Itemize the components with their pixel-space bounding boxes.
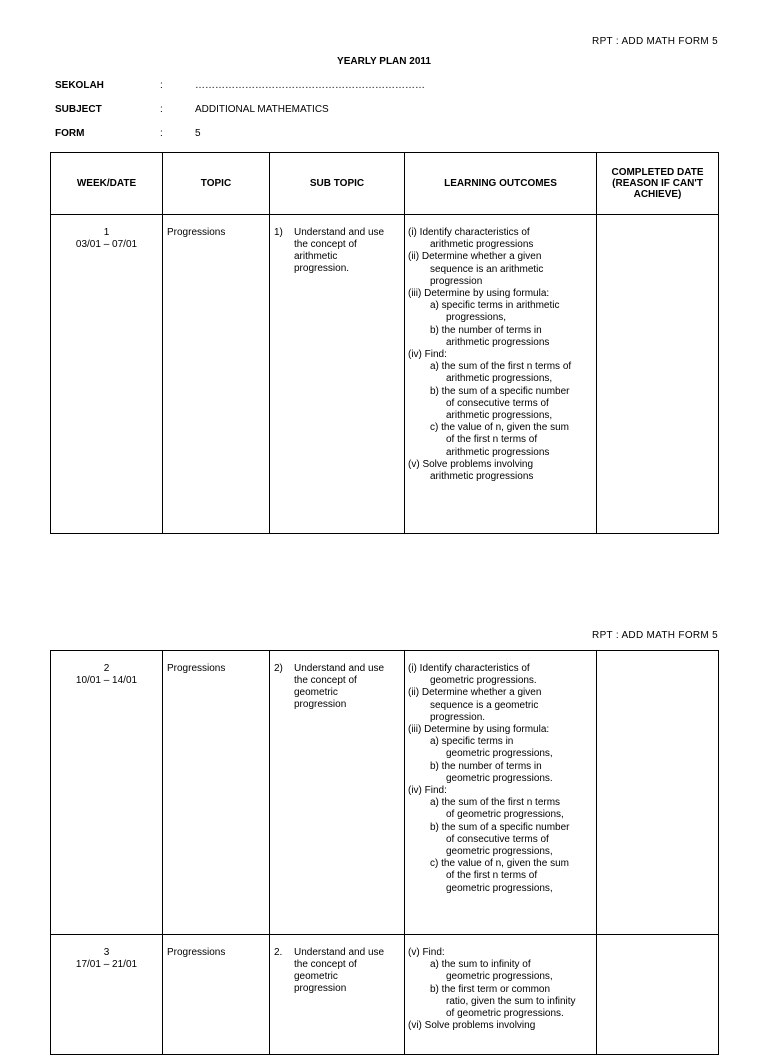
outcome-line: of geometric progressions. xyxy=(446,1008,564,1020)
meta-colon: : xyxy=(160,128,163,139)
meta-key: FORM xyxy=(55,128,85,139)
outcome-line: progression. xyxy=(430,711,486,723)
outcome-line: a) the sum of the first n terms xyxy=(430,797,561,809)
week-cell xyxy=(51,935,163,1055)
col-week: WEEK/DATE xyxy=(51,153,163,215)
page-header-right: RPT : ADD MATH FORM 5 xyxy=(592,36,718,47)
week-date: 10/01 – 14/01 xyxy=(75,675,138,686)
meta-key: SEKOLAH xyxy=(55,80,104,91)
subtopic-line: geometric xyxy=(294,687,338,698)
topic-cell: Progressions xyxy=(163,215,270,534)
topic-cell: Progressions xyxy=(163,935,270,1055)
subtopic-line: geometric xyxy=(294,971,338,982)
meta-colon: : xyxy=(160,80,163,91)
col-subtopic: SUB TOPIC xyxy=(270,153,405,215)
subtopic-number: 2) xyxy=(274,663,283,674)
outcome-line: (iv) Find: xyxy=(408,349,447,361)
outcome-line: b) the sum of a specific number xyxy=(430,821,570,833)
outcome-line: b) the first term or common xyxy=(430,983,551,995)
outcome-line: a) the sum to infinity of xyxy=(430,959,531,971)
outcome-line: a) specific terms in arithmetic xyxy=(430,300,560,312)
outcome-line: sequence is a geometric xyxy=(430,699,539,711)
outcome-line: geometric progressions. xyxy=(430,675,537,687)
table-row xyxy=(51,651,719,935)
outcome-line: sequence is an arithmetic xyxy=(430,263,544,275)
outcome-line: geometric progressions, xyxy=(446,748,553,760)
outcome-line: c) the value of n, given the sum xyxy=(430,422,569,434)
outcome-line: (i) Identify characteristics of xyxy=(408,227,530,238)
outcomes-cell xyxy=(405,215,597,534)
subtopic-line: progression. xyxy=(294,263,350,274)
outcomes-cell xyxy=(405,935,597,1055)
page-title: YEARLY PLAN 2011 xyxy=(337,56,431,67)
outcome-line: geometric progressions, xyxy=(446,846,553,858)
meta-value: ADDITIONAL MATHEMATICS xyxy=(195,104,329,115)
week-date: 17/01 – 21/01 xyxy=(75,959,138,970)
plan-table-page2 xyxy=(50,650,719,1055)
subtopic-line: progression xyxy=(294,983,347,994)
outcome-line: b) the number of terms in xyxy=(430,324,542,336)
subtopic-line: Understand and use xyxy=(294,227,385,238)
outcome-line: a) specific terms in xyxy=(430,736,514,748)
subtopic-line: the concept of xyxy=(294,239,357,250)
subtopic-line: progression xyxy=(294,699,347,710)
table-row xyxy=(51,215,719,534)
table-row xyxy=(51,935,719,1055)
subtopic-line: Understand and use xyxy=(294,947,385,958)
week-number: 2 xyxy=(103,663,110,674)
subtopic-number: 1) xyxy=(274,227,283,238)
col-completed: COMPLETED DATE (REASON IF CAN'T ACHIEVE) xyxy=(597,153,719,215)
outcome-line: of consecutive terms of xyxy=(446,833,549,845)
outcome-line: (iv) Find: xyxy=(408,785,447,797)
outcomes-cell xyxy=(405,651,597,935)
outcome-line: b) the sum of a specific number xyxy=(430,385,570,397)
outcome-line: (iii) Determine by using formula: xyxy=(408,288,550,300)
week-cell xyxy=(51,215,163,534)
plan-table-page1 xyxy=(50,152,719,534)
outcome-line: arithmetic progressions xyxy=(430,239,534,251)
outcome-line: (i) Identify characteristics of xyxy=(408,663,530,674)
page-header-right-2: RPT : ADD MATH FORM 5 xyxy=(592,630,718,641)
outcome-line: progressions, xyxy=(446,312,507,324)
topic-cell: Progressions xyxy=(163,651,270,935)
outcome-line: arithmetic progressions xyxy=(446,336,550,348)
subtopic-line: arithmetic xyxy=(294,251,338,262)
outcome-line: b) the number of terms in xyxy=(430,760,542,772)
outcome-line: c) the value of n, given the sum xyxy=(430,858,569,870)
outcome-line: (ii) Determine whether a given xyxy=(408,687,542,699)
outcome-line: ratio, given the sum to infinity xyxy=(446,995,576,1007)
outcome-line: of the first n terms of xyxy=(446,434,538,446)
subtopic-line: Understand and use xyxy=(294,663,385,674)
outcome-line: arithmetic progressions xyxy=(446,446,550,458)
outcome-line: of consecutive terms of xyxy=(446,397,549,409)
outcome-line: (v) Find: xyxy=(408,947,445,958)
week-date: 03/01 – 07/01 xyxy=(75,239,138,250)
outcome-line: (v) Solve problems involving xyxy=(408,458,534,470)
meta-value: …………………………………………………………… xyxy=(195,80,425,91)
completed-cell xyxy=(597,935,719,1055)
table-header-row xyxy=(51,153,719,215)
meta-value: 5 xyxy=(195,128,201,139)
outcome-line: arithmetic progressions xyxy=(430,471,534,483)
col-topic: TOPIC xyxy=(163,153,270,215)
outcome-line: progression xyxy=(430,275,483,287)
outcome-line: (iii) Determine by using formula: xyxy=(408,724,550,736)
subtopic-cell xyxy=(270,215,405,534)
outcome-line: of geometric progressions, xyxy=(446,809,564,821)
subtopic-line: the concept of xyxy=(294,959,357,970)
outcome-line: a) the sum of the first n terms of xyxy=(430,361,572,373)
outcome-line: geometric progressions, xyxy=(446,971,553,983)
outcome-line: of the first n terms of xyxy=(446,870,538,882)
outcome-line: (vi) Solve problems involving xyxy=(408,1020,536,1032)
outcome-line: geometric progressions, xyxy=(446,882,553,894)
week-cell xyxy=(51,651,163,935)
subtopic-line: the concept of xyxy=(294,675,357,686)
week-number: 3 xyxy=(103,947,110,958)
outcome-line: (ii) Determine whether a given xyxy=(408,251,542,263)
subtopic-number: 2. xyxy=(274,947,283,958)
meta-colon: : xyxy=(160,104,163,115)
outcome-line: arithmetic progressions, xyxy=(446,410,553,422)
subtopic-cell xyxy=(270,651,405,935)
meta-key: SUBJECT xyxy=(55,104,102,115)
outcome-line: geometric progressions. xyxy=(446,772,553,784)
subtopic-cell xyxy=(270,935,405,1055)
outcome-line: arithmetic progressions, xyxy=(446,373,553,385)
completed-cell xyxy=(597,215,719,534)
week-number: 1 xyxy=(103,227,110,238)
completed-cell xyxy=(597,651,719,935)
col-outcomes: LEARNING OUTCOMES xyxy=(405,153,597,215)
